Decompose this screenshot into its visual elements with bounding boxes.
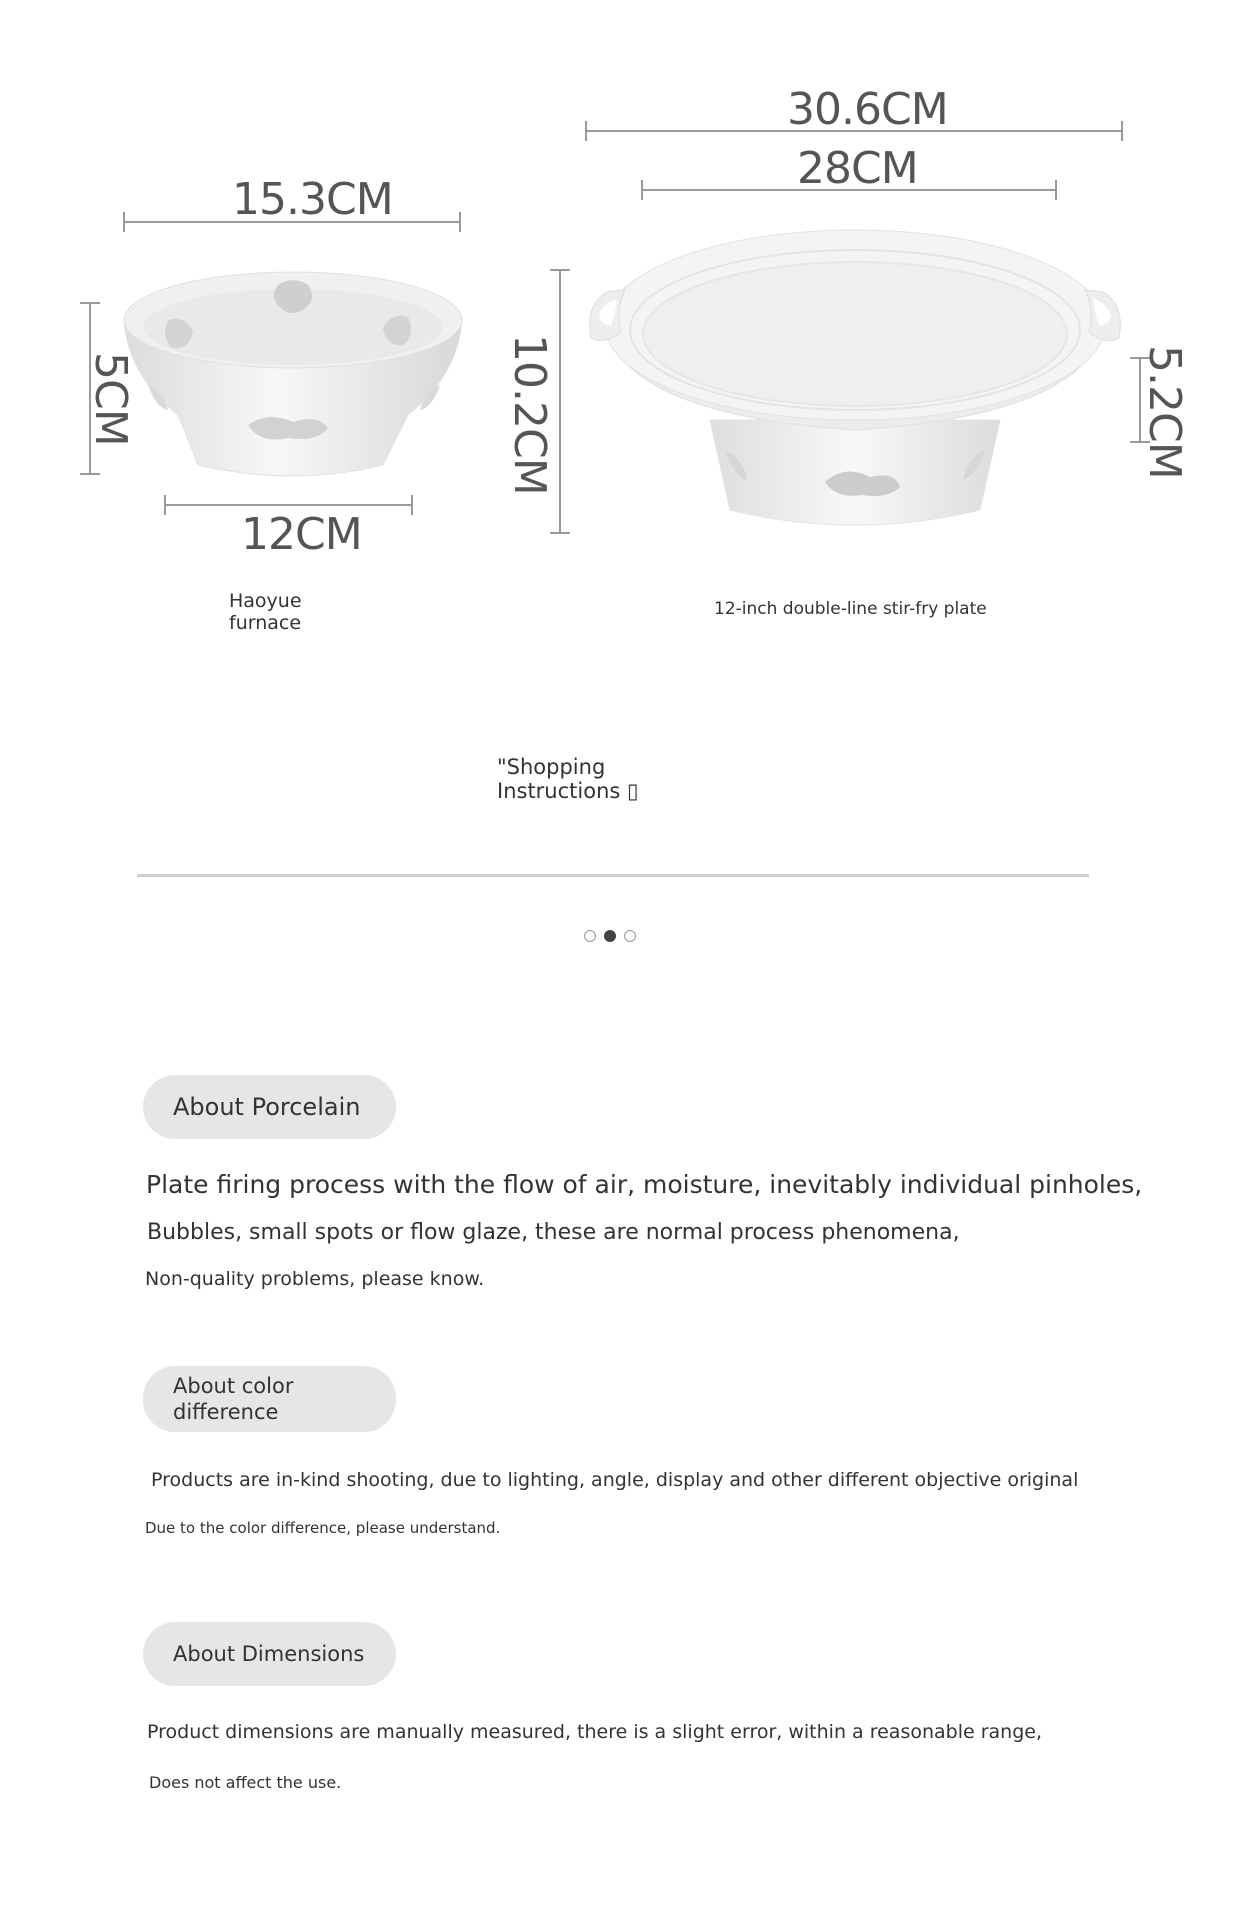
dimensions-line-1: Product dimensions are manually measured, there is a slight error, within a reasonable range, [147, 1721, 1043, 1743]
carousel-dot-3[interactable] [624, 930, 636, 942]
color-line-1: Products are in-kind shooting, due to lighting, angle, display and other different objective original [151, 1469, 1079, 1491]
about-porcelain-heading: About Porcelain [143, 1075, 396, 1139]
about-dimensions-heading: About Dimensions [143, 1622, 396, 1686]
about-color-difference-heading: About color difference [143, 1366, 396, 1432]
section-divider [137, 874, 1089, 877]
dimensions-line-2: Does not affect the use. [149, 1773, 342, 1792]
furnace-caption: Haoyue furnace [229, 590, 302, 634]
furnace-height-label: 5CM [85, 352, 136, 446]
carousel-indicator [584, 930, 636, 942]
carousel-dot-2[interactable] [604, 930, 616, 942]
porcelain-line-2: Bubbles, small spots or flow glaze, these are normal process phenomena, [147, 1220, 960, 1245]
furnace-top-diameter-label: 15.3CM [232, 174, 393, 225]
furnace-bottom-diameter-label: 12CM [241, 509, 362, 560]
porcelain-line-3: Non-quality problems, please know. [145, 1268, 485, 1290]
plate-illustration [585, 220, 1145, 540]
porcelain-line-1: Plate firing process with the flow of air, moisture, inevitably individual pinholes, [146, 1170, 1143, 1199]
plate-total-height-label: 10.2CM [504, 334, 555, 495]
color-line-2: Due to the color difference, please understand. [145, 1519, 501, 1537]
carousel-dot-1[interactable] [584, 930, 596, 942]
plate-caption: 12-inch double-line stir-fry plate [714, 599, 987, 619]
plate-inner-diameter-label: 28CM [797, 143, 918, 194]
plate-outer-diameter-label: 30.6CM [787, 84, 948, 135]
shopping-instructions-heading: "Shopping Instructions ▯ [497, 755, 639, 803]
plate-height-label: 5.2CM [1139, 345, 1190, 479]
furnace-illustration [118, 265, 478, 475]
